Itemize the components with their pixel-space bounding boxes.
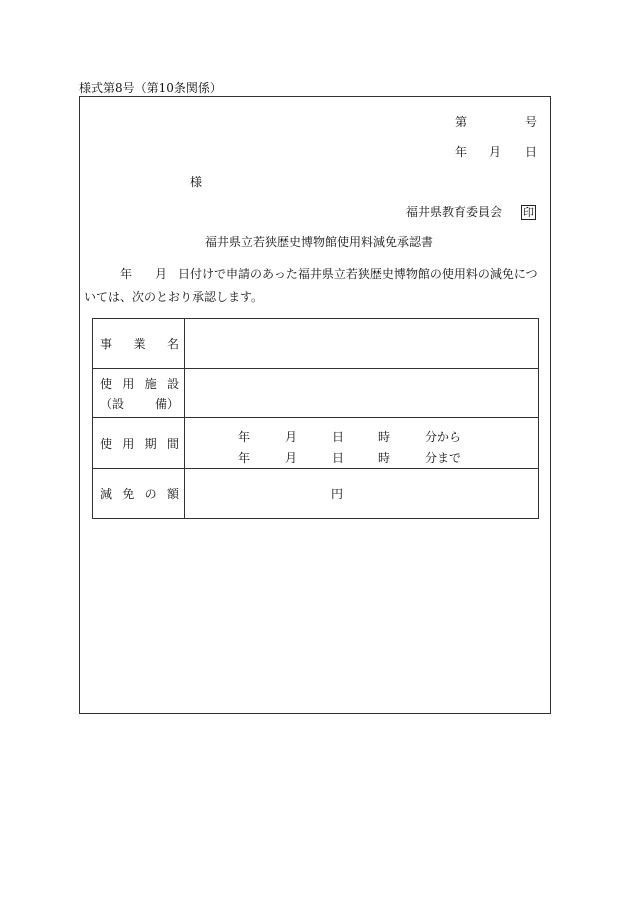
table-row-amount bbox=[93, 469, 539, 519]
details-table bbox=[92, 318, 539, 519]
period-hour: 時 bbox=[378, 430, 391, 444]
label-char: 間 bbox=[166, 436, 179, 451]
period-day: 日 bbox=[332, 430, 345, 444]
label-char: 期 bbox=[144, 436, 157, 451]
seal-icon: 印 bbox=[523, 206, 534, 219]
period-day: 日 bbox=[332, 451, 345, 465]
label-char: 使 bbox=[100, 376, 113, 391]
label-char: 使 bbox=[100, 436, 113, 451]
value-facility[interactable] bbox=[185, 369, 539, 418]
form-id: 様式第8号（第10条関係） bbox=[79, 81, 222, 95]
date-month: 月 bbox=[489, 145, 502, 159]
label-char: 業 bbox=[133, 337, 146, 351]
label-char: 名 bbox=[166, 337, 179, 351]
label-char: 用 bbox=[122, 436, 135, 451]
body-month: 月 bbox=[155, 267, 168, 281]
label-char: 免 bbox=[122, 487, 135, 501]
value-period[interactable] bbox=[185, 418, 539, 469]
label-business-name bbox=[93, 319, 185, 369]
addressee-suffix: 様 bbox=[190, 175, 203, 189]
number-suffix: 号 bbox=[525, 115, 538, 129]
body-line2: いては、次のとおり承認します。 bbox=[84, 290, 264, 304]
label-char: 備） bbox=[154, 396, 179, 411]
period-hour: 時 bbox=[378, 451, 391, 465]
label-facility bbox=[93, 369, 185, 418]
period-month: 月 bbox=[285, 451, 298, 465]
seal-mark bbox=[521, 205, 536, 220]
value-amount[interactable] bbox=[185, 469, 539, 519]
period-from-line bbox=[185, 428, 538, 442]
label-amount bbox=[93, 469, 185, 519]
period-minute-to: 分まで bbox=[425, 451, 462, 465]
label-char: 額 bbox=[166, 487, 179, 501]
document-title: 福井県立若狭歴史博物館使用料減免承認書 bbox=[205, 235, 434, 249]
number-prefix: 第 bbox=[455, 115, 468, 129]
label-char: 設 bbox=[166, 376, 179, 391]
period-year: 年 bbox=[238, 451, 251, 465]
label-char: の bbox=[144, 487, 157, 501]
body-line1: 日付けで申請のあった福井県立若狭歴史博物館の使用料の減免につ bbox=[178, 267, 538, 281]
period-to-line bbox=[185, 449, 538, 463]
label-period bbox=[93, 418, 185, 469]
amount-unit: 円 bbox=[331, 487, 344, 501]
body-year: 年 bbox=[120, 267, 133, 281]
issuer-name: 福井県教育委員会 bbox=[406, 205, 503, 219]
date-year: 年 bbox=[455, 145, 468, 159]
period-year: 年 bbox=[238, 430, 251, 444]
label-char: 用 bbox=[122, 376, 135, 391]
table-row-facility bbox=[93, 369, 539, 418]
period-month: 月 bbox=[285, 430, 298, 444]
date-day: 日 bbox=[525, 145, 538, 159]
value-business-name[interactable] bbox=[185, 319, 539, 369]
table-row-business-name bbox=[93, 319, 539, 369]
table-row-period bbox=[93, 418, 539, 469]
label-char: 減 bbox=[100, 487, 113, 501]
label-char: 施 bbox=[144, 376, 157, 391]
period-minute-from: 分から bbox=[425, 430, 462, 444]
label-char: 事 bbox=[100, 337, 113, 351]
label-char: （設 bbox=[100, 396, 125, 411]
